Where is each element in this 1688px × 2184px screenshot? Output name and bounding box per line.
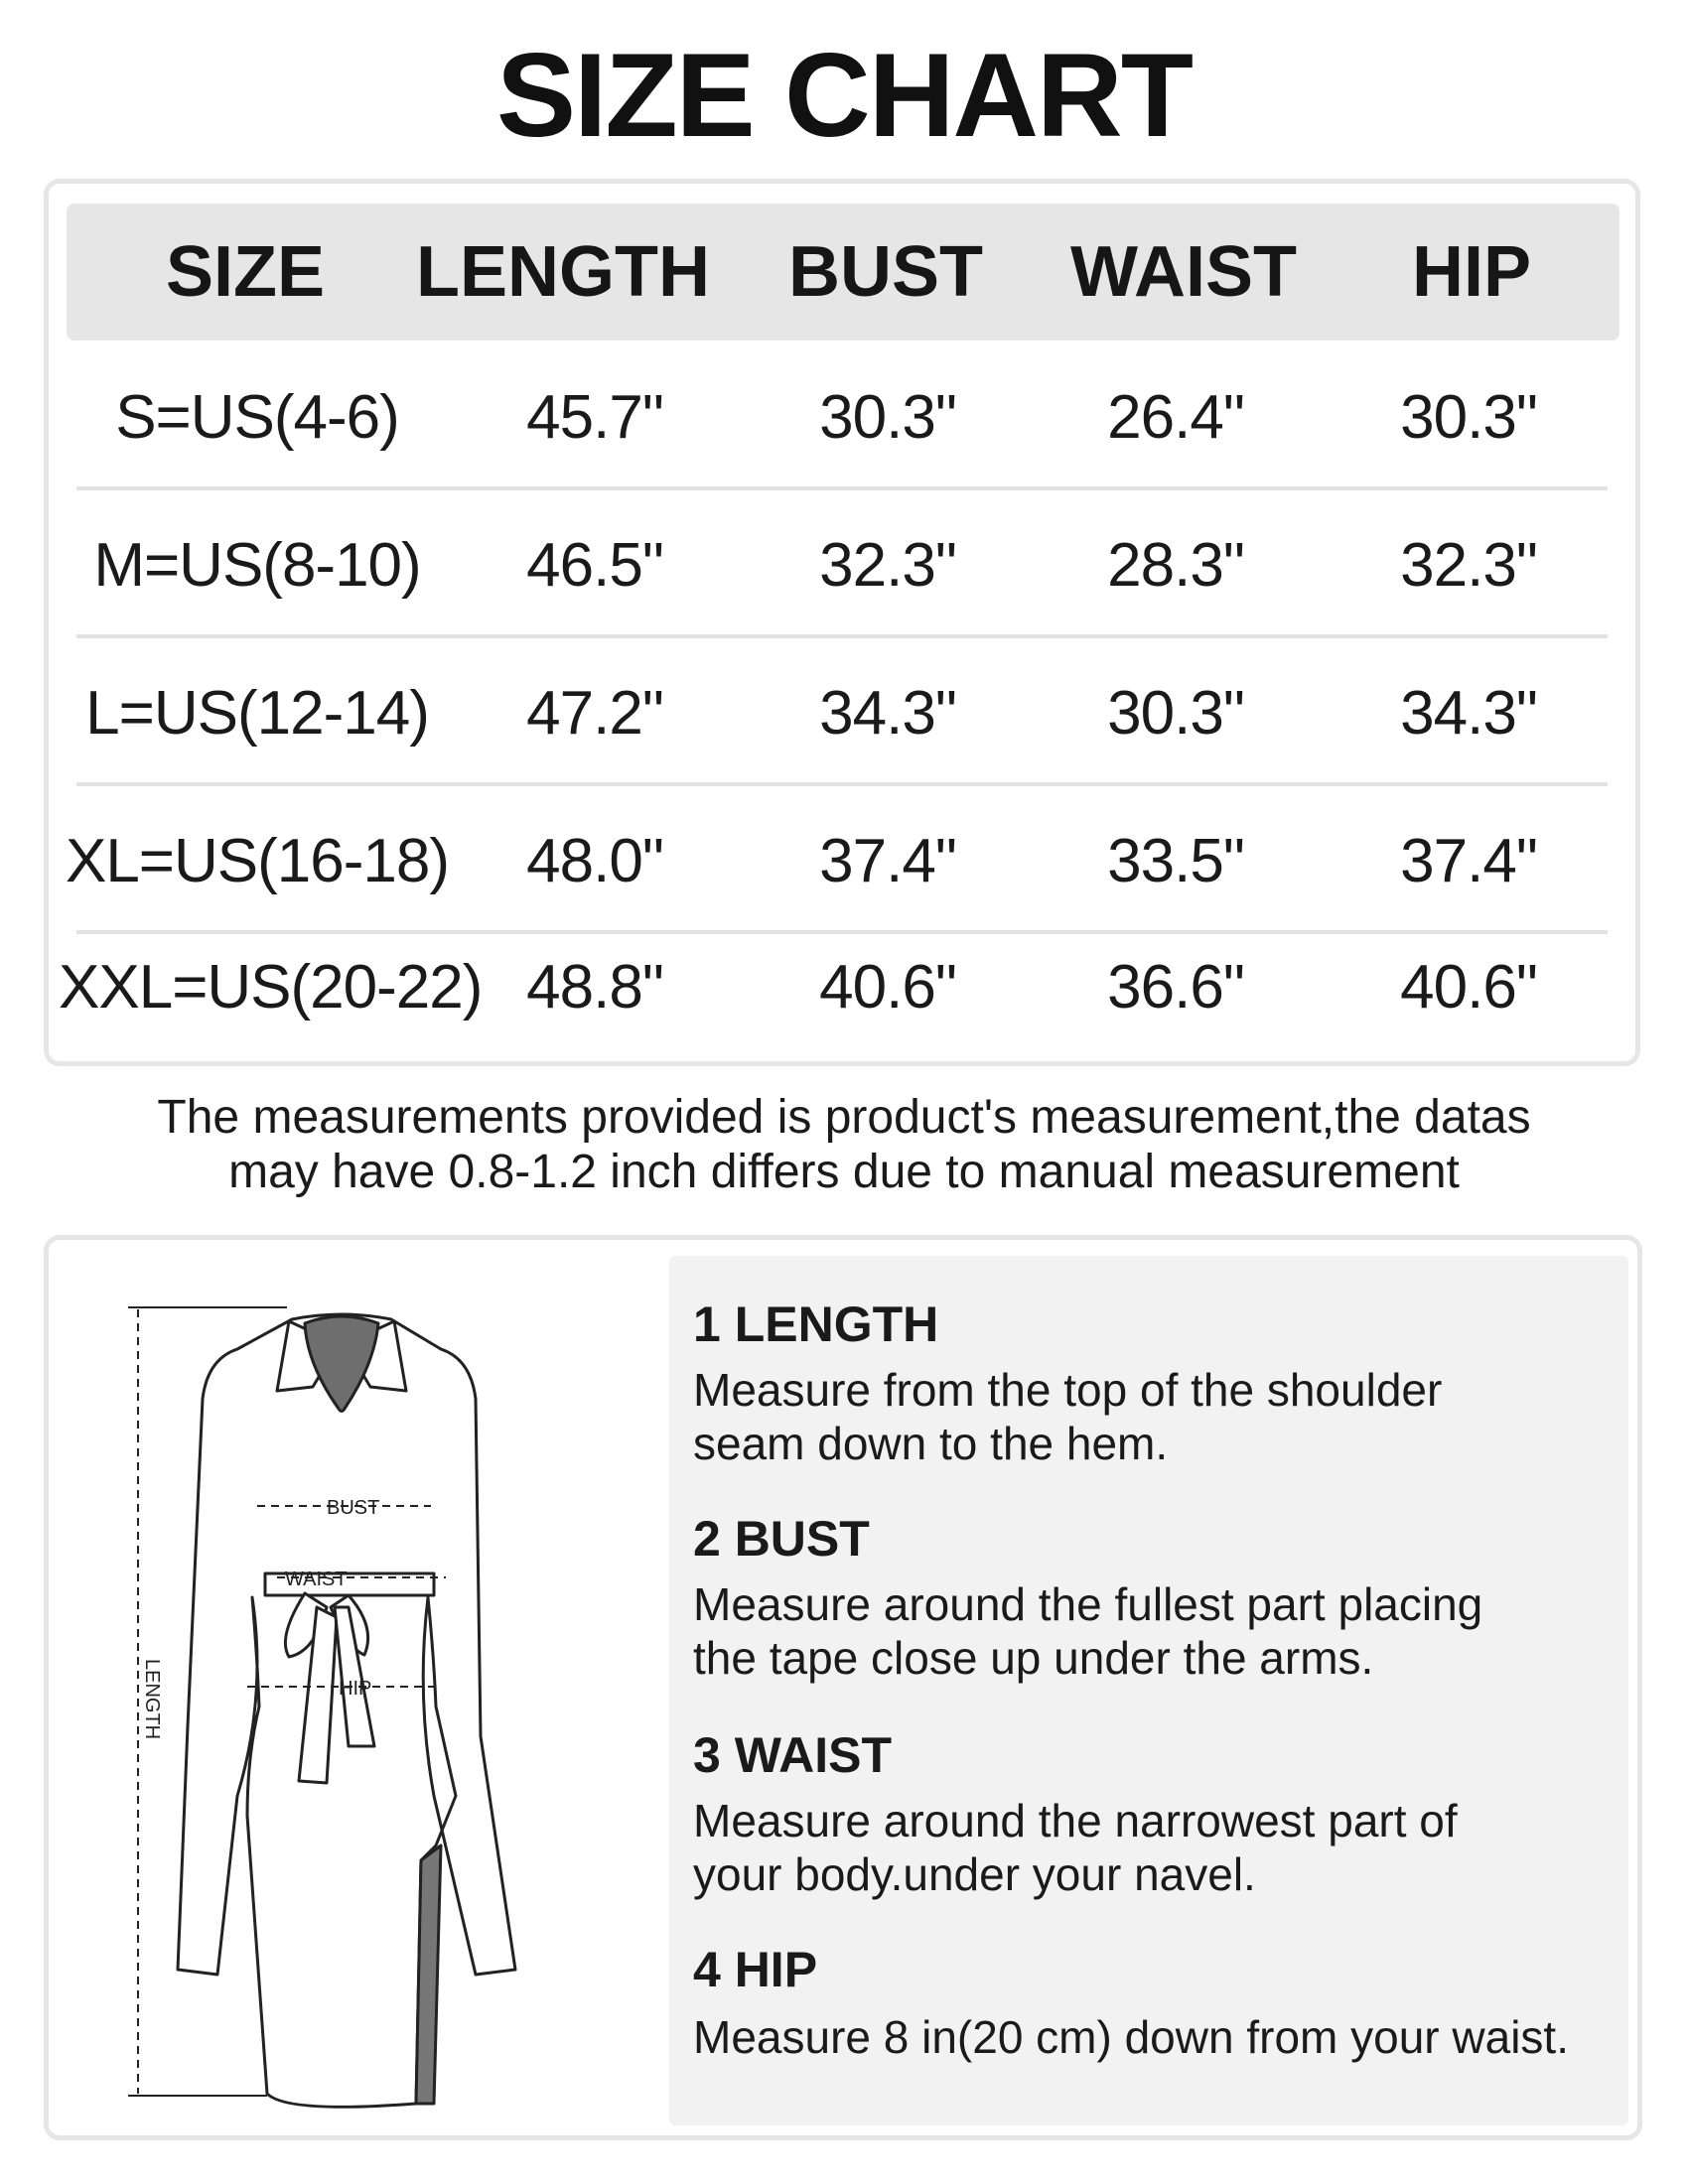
cell-hip: 30.3" xyxy=(1400,383,1537,452)
hip-label: HIP xyxy=(339,1678,372,1700)
instruction-text xyxy=(693,1794,1626,1901)
cell-length: 46.5" xyxy=(526,531,663,600)
header-size: SIZE xyxy=(165,232,326,312)
row-divider xyxy=(76,634,1608,638)
instruction-line: Measure around the narrowest part of xyxy=(693,1795,1458,1846)
note-line: may have 0.8-1.2 inch differs due to manual measurement xyxy=(228,1146,1460,1198)
instruction-heading: 1 LENGTH xyxy=(693,1297,939,1352)
instruction-line: Measure 8 in(20 cm) down from your waist. xyxy=(693,2011,1569,2063)
page-title: SIZE CHART xyxy=(496,29,1192,162)
cell-length: 48.0" xyxy=(526,827,663,895)
instruction-line: your body.under your navel. xyxy=(693,1848,1256,1900)
waist-label: WAIST xyxy=(285,1569,348,1590)
header-length: LENGTH xyxy=(416,232,710,312)
cell-hip: 37.4" xyxy=(1400,827,1537,895)
row-divider xyxy=(76,486,1608,490)
cell-bust: 37.4" xyxy=(819,827,956,895)
instruction-line: Measure from the top of the shoulder xyxy=(693,1364,1443,1416)
cell-waist: 26.4" xyxy=(1107,383,1244,452)
cell-waist: 36.6" xyxy=(1107,953,1244,1022)
cell-length: 45.7" xyxy=(526,383,663,452)
cell-length: 47.2" xyxy=(526,679,663,748)
cell-size: XXL=US(20-22) xyxy=(59,953,483,1022)
header-hip: HIP xyxy=(1411,232,1532,312)
instruction-heading: 3 WAIST xyxy=(693,1727,893,1783)
instruction-text xyxy=(693,2010,1626,2064)
instruction-line: the tape close up under the arms. xyxy=(693,1632,1374,1684)
table-row xyxy=(59,640,1625,787)
table-row xyxy=(59,492,1625,639)
cell-bust: 34.3" xyxy=(819,679,956,748)
cell-hip: 34.3" xyxy=(1400,679,1537,748)
cell-size: XL=US(16-18) xyxy=(65,827,450,895)
instruction-text xyxy=(693,1363,1626,1470)
table-row xyxy=(59,788,1625,935)
row-divider xyxy=(76,782,1608,786)
cell-bust: 40.6" xyxy=(819,953,956,1022)
measurement-note xyxy=(0,1090,1688,1199)
measurement-guide xyxy=(44,1235,1642,2140)
header-bust: BUST xyxy=(788,232,983,312)
cell-bust: 32.3" xyxy=(819,531,956,600)
bust-label: BUST xyxy=(327,1497,380,1519)
instruction-line: seam down to the hem. xyxy=(693,1418,1169,1469)
cell-size: M=US(8-10) xyxy=(93,531,421,600)
cell-length: 48.8" xyxy=(526,953,663,1022)
cell-size: L=US(12-14) xyxy=(85,679,429,748)
table-row xyxy=(59,914,1625,1061)
instruction-heading: 2 BUST xyxy=(693,1511,870,1567)
cell-hip: 40.6" xyxy=(1400,953,1537,1022)
cell-waist: 33.5" xyxy=(1107,827,1244,895)
cell-waist: 30.3" xyxy=(1107,679,1244,748)
instructions-panel xyxy=(669,1256,1628,2125)
length-label: LENGTH xyxy=(141,1659,163,1740)
table-row xyxy=(59,344,1625,491)
size-table xyxy=(44,179,1640,1066)
cell-bust: 30.3" xyxy=(819,383,956,452)
table-header xyxy=(67,204,1619,341)
cell-size: S=US(4-6) xyxy=(115,383,399,452)
instruction-heading: 4 HIP xyxy=(693,1942,818,1997)
header-waist: WAIST xyxy=(1070,232,1297,312)
instruction-line: Measure around the fullest part placing xyxy=(693,1578,1483,1630)
cell-hip: 32.3" xyxy=(1400,531,1537,600)
instruction-text xyxy=(693,1577,1626,1685)
note-line: The measurements provided is product's measurement,the datas xyxy=(157,1091,1531,1144)
dress-illustration xyxy=(118,1280,634,2114)
cell-waist: 28.3" xyxy=(1107,531,1244,600)
